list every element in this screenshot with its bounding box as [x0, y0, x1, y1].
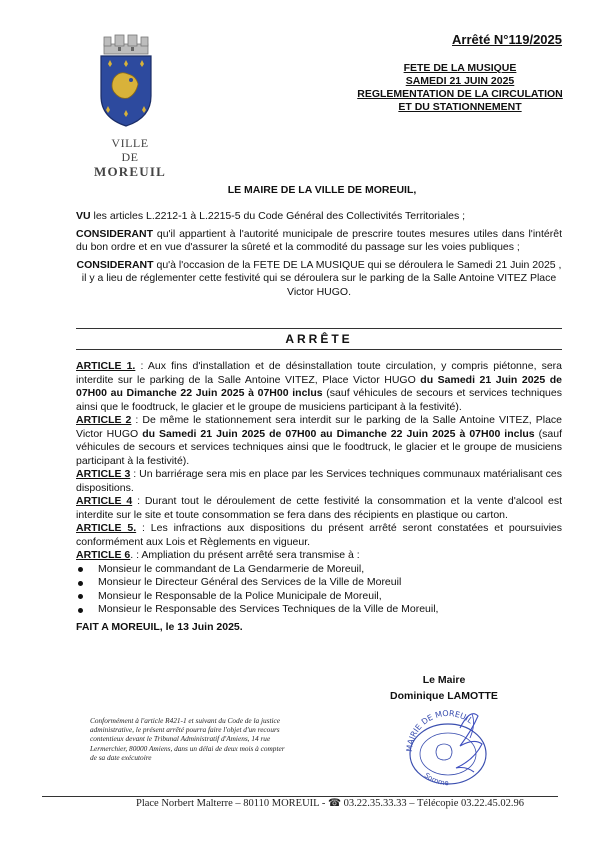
logo-line-moreuil: MOREUIL — [94, 164, 166, 179]
article-text: : Un barriérage sera mis en place par les Services techniques communaux matérialisant ces dispositions. — [76, 468, 562, 494]
article-text: : De même le stationnement sera interdit sur le parking de la Salle Antoine VITEZ, Place Victor HUGO — [76, 414, 562, 440]
article-5 — [76, 522, 562, 549]
considerant-paragraph-1 — [76, 228, 562, 255]
preamble — [76, 210, 562, 303]
articles — [76, 360, 562, 634]
considerant-text: qu'à l'occasion de la FETE DE LA MUSIQUE qui se déroulera le Samedi 21 Juin 2025 , il y a lieu de réglementer cette festivité qui se déroulera sur le parking de la Salle Antoine VITEZ Place Victor HUGO. — [81, 258, 562, 298]
article-bold-dates: du Samedi 21 Juin 2025 de 07H00 au Dimanche 22 Juin 2025 à 07H00 inclus — [142, 427, 535, 440]
considerant-label: CONSIDERANT — [76, 258, 154, 271]
arrete-number: Arrêté N°119/2025 — [452, 32, 562, 47]
article-label: ARTICLE 3 — [76, 468, 131, 480]
article-label: ARTICLE 1. — [76, 360, 136, 372]
article-1 — [76, 360, 562, 414]
article-label: ARTICLE 5. — [76, 522, 137, 534]
maire-title: LE MAIRE DE LA VILLE DE MOREUIL, — [227, 184, 417, 196]
article-text: . : Ampliation du présent arrêté sera transmise à : — [130, 549, 360, 561]
article-2 — [76, 414, 562, 468]
article-text: : Aux fins d'installation et de désinstallation toute circulation, y compris piétonne, sera interdite sur le parking de la Salle Antoine VITEZ, Place Victor HUGO — [76, 360, 563, 386]
subject-line: SAMEDI 21 JUIN 2025 — [405, 75, 515, 87]
subject-line: FETE DE LA MUSIQUE — [403, 62, 517, 74]
signature-name: Dominique LAMOTTE — [390, 690, 498, 702]
vu-paragraph — [76, 210, 562, 224]
list-item: Monsieur le commandant de La Gendarmerie de Moreuil, — [76, 563, 562, 577]
article-text: : Les infractions aux dispositions du présent arrêté seront constatées et poursuivies conformément aux Lois et Règlements en vigueur. — [76, 522, 562, 548]
subject-line: REGLEMENTATION DE LA CIRCULATION — [357, 88, 563, 100]
article-label: ARTICLE 6 — [76, 549, 131, 561]
subject-line: ET DU STATIONNEMENT — [398, 101, 522, 113]
list-item: Monsieur le Responsable de la Police Municipale de Moreuil, — [76, 590, 562, 604]
city-coat-of-arms-icon — [98, 34, 154, 130]
fait-a-moreuil: FAIT A MOREUIL, le 13 Juin 2025. — [76, 620, 243, 633]
considerant-label: CONSIDERANT — [76, 227, 154, 240]
list-item: Monsieur le Directeur Général des Services de la Ville de Moreuil — [76, 576, 562, 590]
phone-icon: ☎ — [327, 798, 342, 809]
considerant-paragraph-2 — [76, 259, 562, 300]
arrete-heading: ARRÊTE — [76, 328, 562, 350]
mairie-stamp-icon — [390, 706, 508, 786]
article-text: : Durant tout le déroulement de cette festivité la consommation et la vente d'alcool est interdite sur le site et toute consommation se fera dans des récipients en plastique ou carton. — [76, 495, 562, 521]
recipient-list — [76, 563, 562, 617]
article-3 — [76, 468, 562, 495]
footer-address: Place Norbert Malterre – 80110 MOREUIL - — [135, 798, 328, 809]
subject-block — [340, 62, 580, 114]
article-label: ARTICLE 4 — [76, 495, 133, 507]
logo-line-de: DE — [121, 150, 139, 164]
article-label: ARTICLE 2 — [76, 414, 132, 426]
list-item: Monsieur le Responsable des Services Techniques de la Ville de Moreuil, — [76, 603, 562, 617]
stamp-text-bottom: Somme — [422, 771, 449, 786]
article-text: (sauf véhicules de secours et services techniques ainsi que le foodtruck, le glacier et le groupe de musiciens participant à la festivité). — [76, 387, 562, 413]
footer-phone: 03.22.35.33.33 – Télécopie 03.22.45.02.96 — [341, 798, 524, 809]
considerant-text: qu'il appartient à l'autorité municipale de prescrire toutes mesures utiles dans l'intérêt du bon ordre et en vue d'assurer la sûreté et la commodité du passage sur les voies publiques ; — [76, 227, 562, 253]
footer — [0, 797, 600, 809]
logo-line-ville: VILLE — [111, 136, 149, 150]
vu-label: VU — [76, 210, 91, 222]
article-text: (sauf véhicules de secours et services techniques ainsi que le foodtruck, le glacier et le groupe de musiciens participant à la festivité). — [76, 427, 563, 467]
article-bold-dates: du Samedi 21 Juin 2025 de 07H00 au Dimanche 22 Juin 2025 à 07H00 inclus — [76, 373, 563, 399]
stamp-text-top: MAIRIE DE MOREUIL — [404, 708, 475, 753]
article-4 — [76, 495, 562, 522]
city-name-logo — [90, 136, 170, 180]
legal-notice: Conformément à l'article R421-1 et suivant du Code de la justice administrative, le présent arrêté pourra faire l'objet d'un recours contentieux devant le Tribunal Administratif d'Amiens, 14 rue Lermerchier, 80000 Amiens, dans un délai de deux mois à compter de sa date exécutoire — [90, 716, 285, 762]
signature-block — [364, 672, 524, 704]
vu-text: les articles L.2212-1 à L.2215-5 du Code Général des Collectivités Territoriales ; — [90, 210, 466, 222]
article-6 — [76, 549, 562, 563]
signature-title: Le Maire — [422, 674, 466, 686]
